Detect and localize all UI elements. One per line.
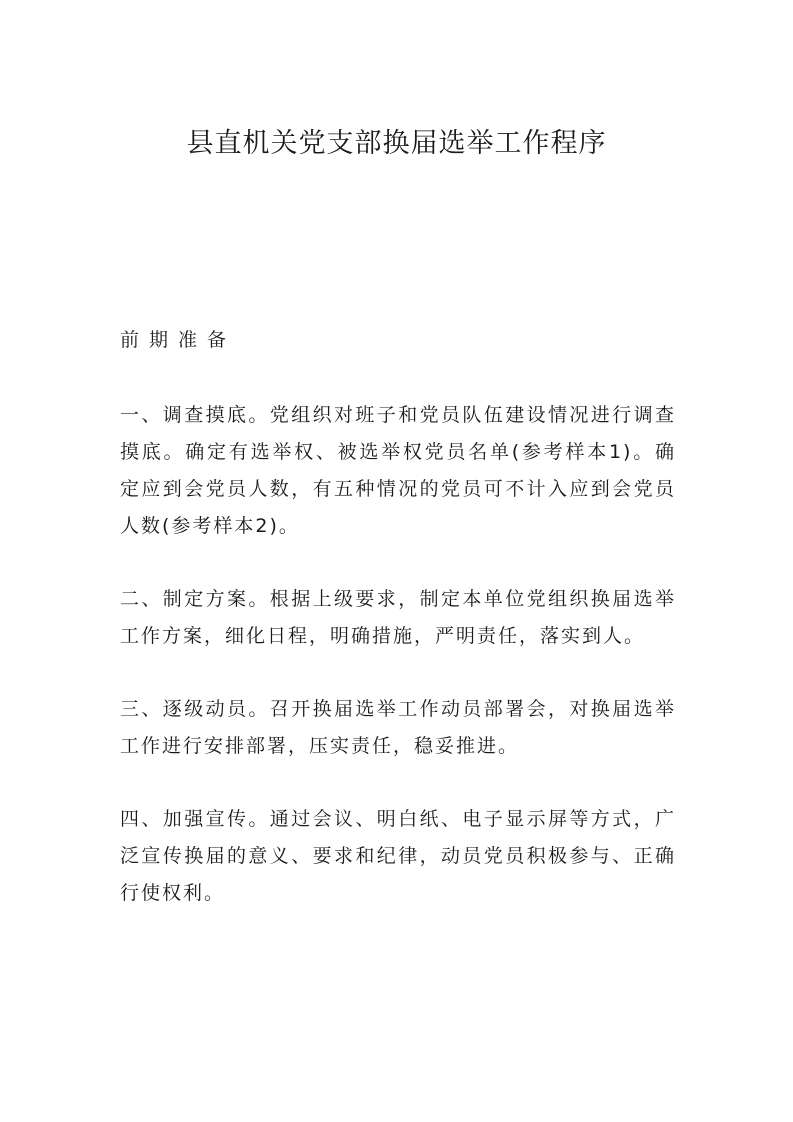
paragraph-plan: 二、制定方案。根据上级要求，制定本单位党组织换届选举工作方案，细化日程，明确措施，严明责任，落实到人。 bbox=[120, 588, 676, 647]
paragraph-mobilize: 三、逐级动员。召开换届选举工作动员部署会，对换届选举工作进行安排部署，压实责任，稳妥推进。 bbox=[120, 698, 676, 757]
document-title: 县直机关党支部换届选举工作程序 bbox=[186, 128, 607, 159]
document-body bbox=[120, 322, 676, 948]
section-heading: 前期准备 bbox=[120, 329, 237, 351]
paragraph-publicity: 四、加强宣传。通过会议、明白纸、电子显示屏等方式，广泛宣传换届的意义、要求和纪律，动员党员积极参与、正确行使权利。 bbox=[120, 808, 676, 904]
paragraph-survey: 一、调查摸底。党组织对班子和党员队伍建设情况进行调查摸底。确定有选举权、被选举权党员名单(参考样本1)。确定应到会党员人数，有五种情况的党员可不计入应到会党员人数(参考样本2)。 bbox=[120, 404, 676, 537]
